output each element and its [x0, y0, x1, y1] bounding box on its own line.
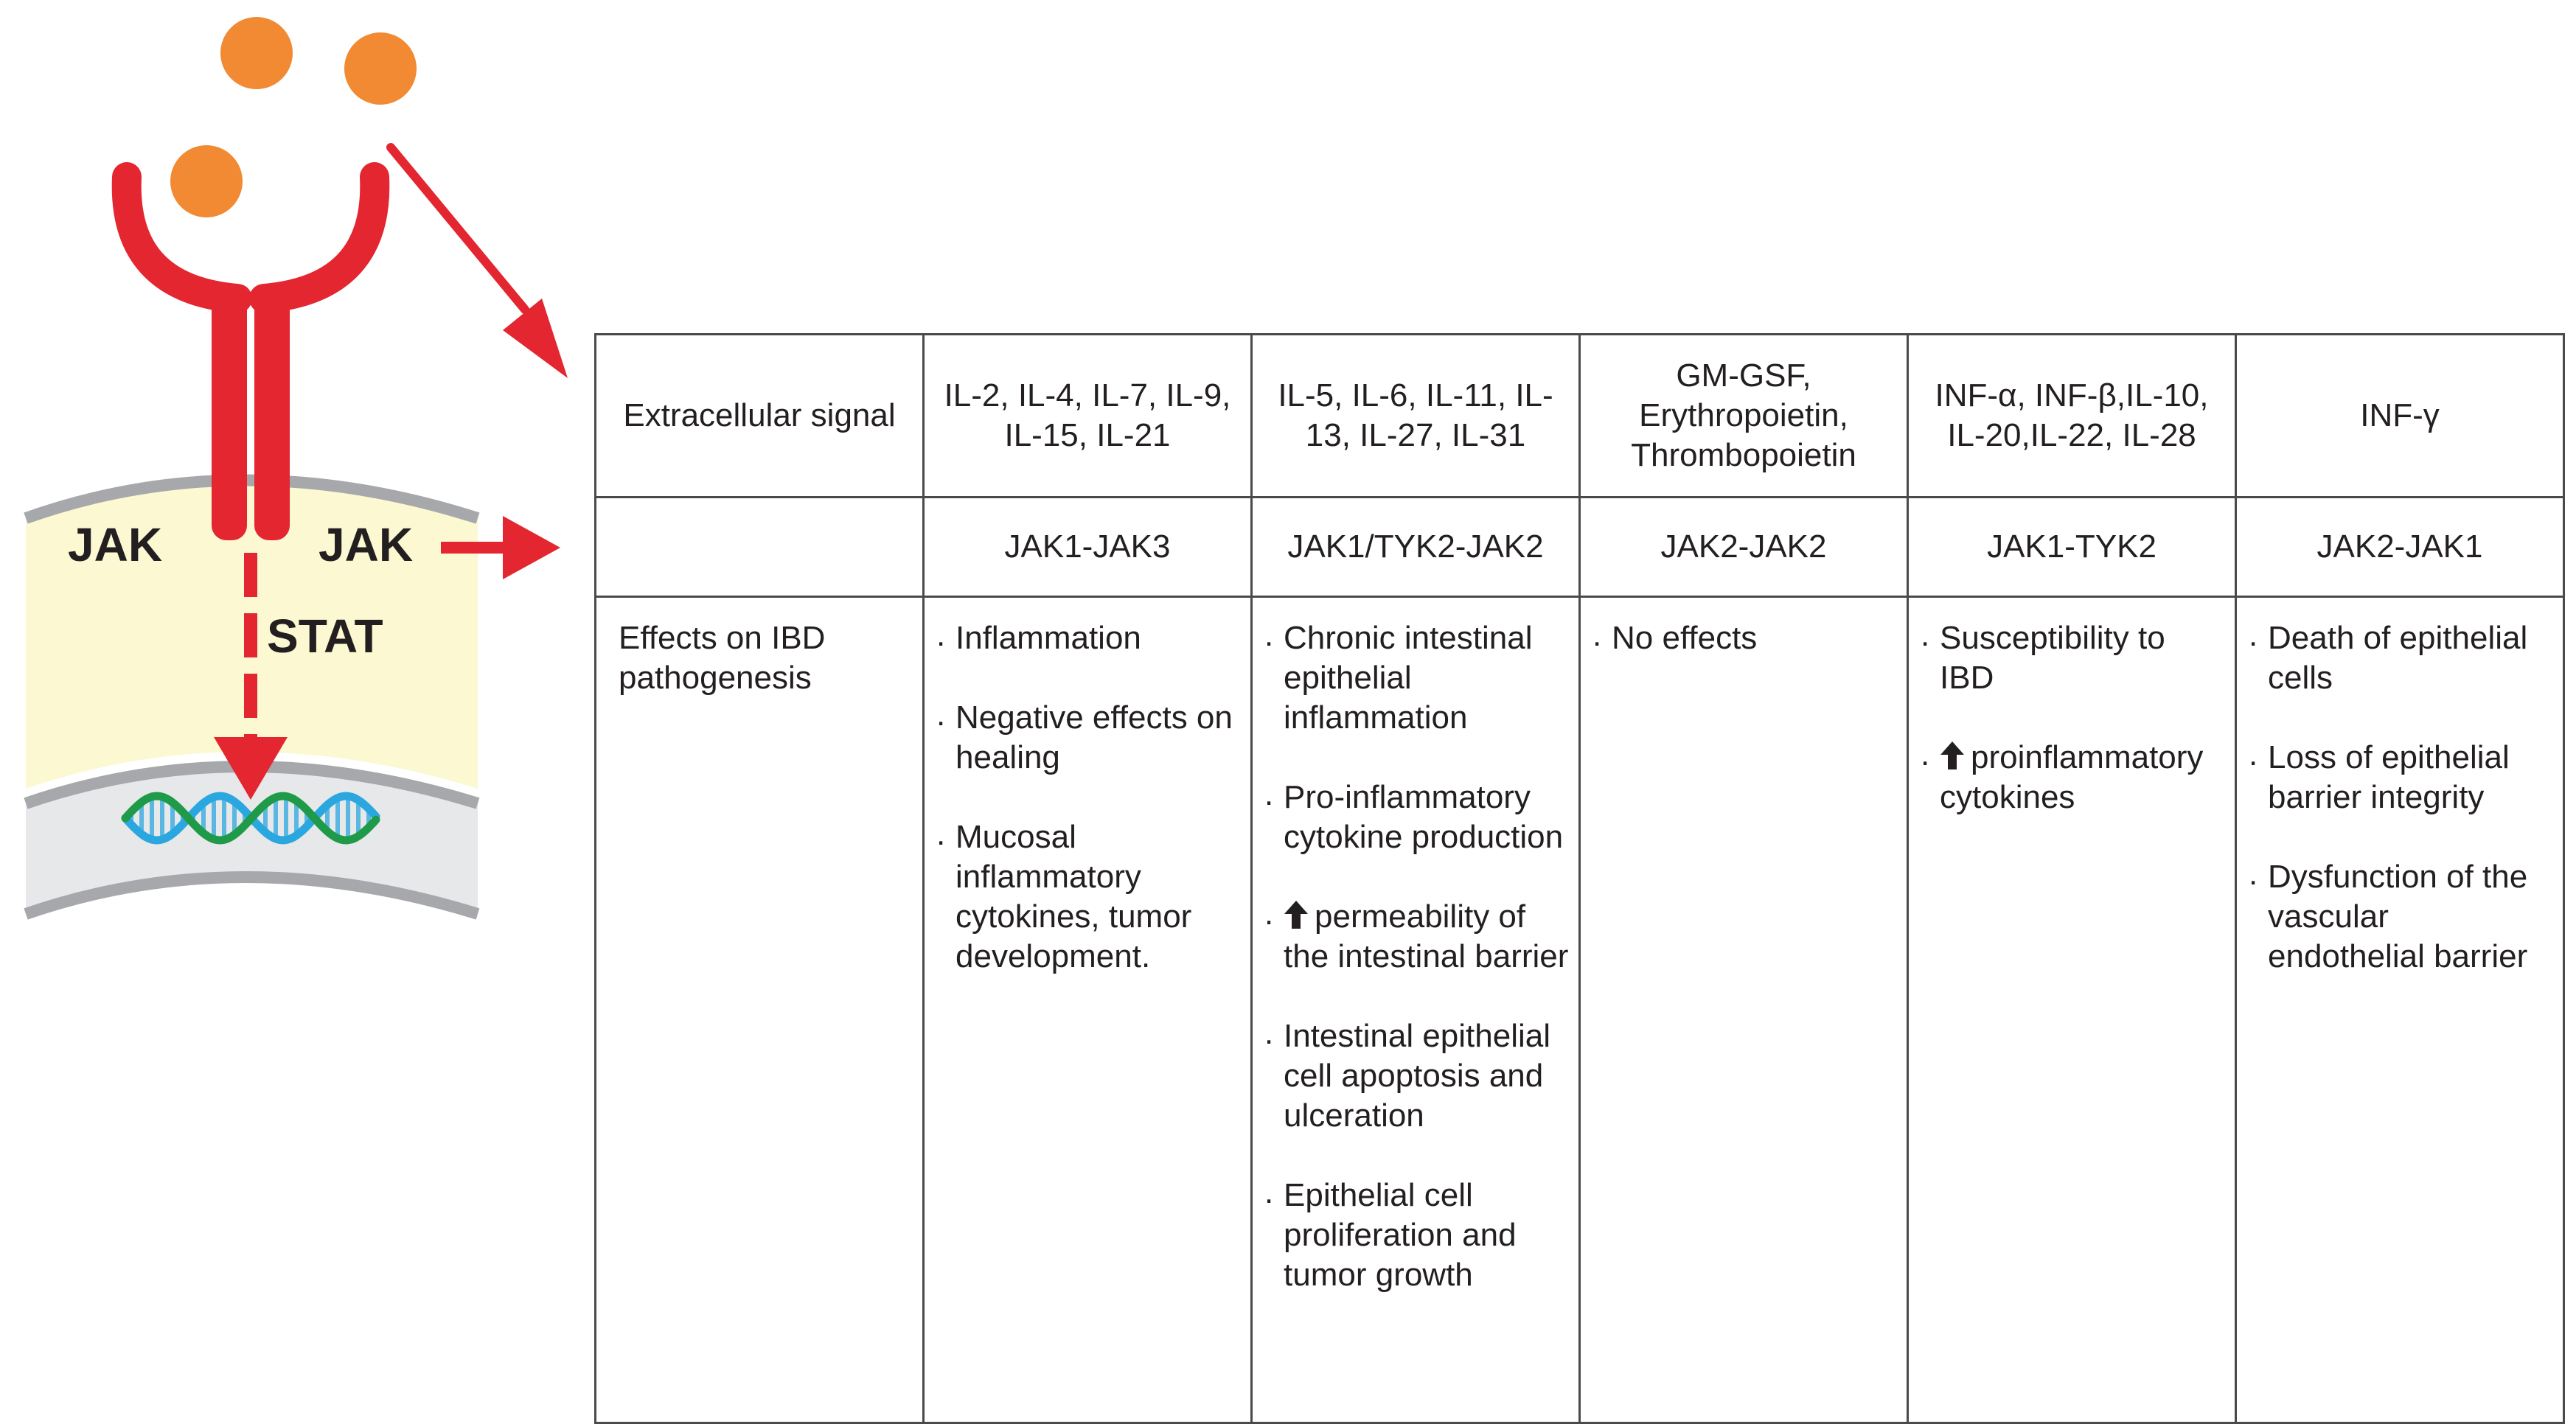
jak-pair-row [596, 498, 2564, 597]
jak-left-label: JAK [68, 518, 163, 571]
signal-cell: INF-α, INF-β,IL-10, IL-20,IL-22, IL-28 [1908, 335, 2236, 498]
signal-cell: IL-5, IL-6, IL-11, IL-13, IL-27, IL-31 [1252, 335, 1580, 498]
effects-cell [2236, 597, 2564, 1423]
cytokine-ligand-1 [220, 17, 293, 89]
effect-text: Chronic intestinal epithelial inflammation [1284, 620, 1533, 736]
effects-list [1918, 618, 2226, 817]
effects-cell [1252, 597, 1580, 1423]
signal-cell: GM-GSF, Erythropoietin, Thrombopoietin [1580, 335, 1908, 498]
effect-text: Susceptibility to IBD [1940, 620, 2165, 696]
up-arrow-icon [1940, 740, 1965, 771]
signal-cell: INF-γ [2236, 335, 2564, 498]
effects-cell [1580, 597, 1908, 1423]
effect-item [1918, 738, 2226, 817]
stat-label: STAT [267, 610, 383, 663]
effect-text: Dysfunction of the vascular endothelial barrier [2268, 859, 2528, 974]
row-header-jak-pair [596, 498, 924, 597]
row-header-extracellular-signal: Extracellular signal [596, 335, 924, 498]
effect-item [933, 618, 1242, 658]
jak-right-label: JAK [318, 518, 414, 571]
effects-list [1590, 618, 1898, 658]
ibd-effects-row [596, 597, 2564, 1423]
jak-pair-cell: JAK1-TYK2 [1908, 498, 2236, 597]
effect-text: Negative effects on healing [955, 699, 1233, 775]
effects-list [933, 618, 1242, 977]
effect-item [1261, 897, 1570, 977]
effect-item [1918, 618, 2226, 698]
effect-text: Mucosal inflammatory cytokines, tumor development. [955, 819, 1192, 974]
effects-list [1261, 618, 1570, 1295]
effect-text: Pro-inflammatory cytokine production [1284, 779, 1564, 855]
extracellular-signal-row [596, 335, 2564, 498]
signal-arrow [391, 147, 568, 378]
effect-item [2246, 857, 2554, 977]
effects-cell [924, 597, 1252, 1423]
effect-text: Loss of epithelial barrier integrity [2268, 739, 2510, 815]
cytokine-ligand-3 [170, 145, 243, 217]
effect-item [1261, 618, 1570, 738]
up-arrow-icon [1284, 899, 1309, 930]
cytokine-ligand-2 [344, 32, 417, 105]
signal-cell: IL-2, IL-4, IL-7, IL-9, IL-15, IL-21 [924, 335, 1252, 498]
jak-pair-cell: JAK1-JAK3 [924, 498, 1252, 597]
effect-item [933, 698, 1242, 778]
effect-item [1261, 778, 1570, 857]
effect-text: permeability of the intestinal barrier [1284, 898, 1569, 974]
effects-list [2246, 618, 2554, 977]
row-header-ibd-effects: Effects on IBD pathogenesis [596, 597, 924, 1423]
effect-text: Inflammation [955, 620, 1141, 656]
effect-text: No effects [1612, 620, 1758, 656]
jak-pair-cell: JAK1/TYK2-JAK2 [1252, 498, 1580, 597]
jak-stat-table [594, 333, 2565, 1424]
effect-item [1261, 1176, 1570, 1295]
jak-pair-cell: JAK2-JAK1 [2236, 498, 2564, 597]
effect-text: Death of epithelial cells [2268, 620, 2528, 696]
effect-text: proinflammatory cytokines [1940, 739, 2204, 815]
effect-item [1590, 618, 1898, 658]
effect-item [933, 817, 1242, 977]
effect-item [2246, 618, 2554, 698]
jak-pair-cell: JAK2-JAK2 [1580, 498, 1908, 597]
effect-text: Intestinal epithelial cell apoptosis and ulceration [1284, 1018, 1551, 1134]
effect-item [2246, 738, 2554, 817]
effect-item [1261, 1016, 1570, 1136]
effect-text: Epithelial cell proliferation and tumor growth [1284, 1177, 1517, 1293]
effects-cell [1908, 597, 2236, 1423]
